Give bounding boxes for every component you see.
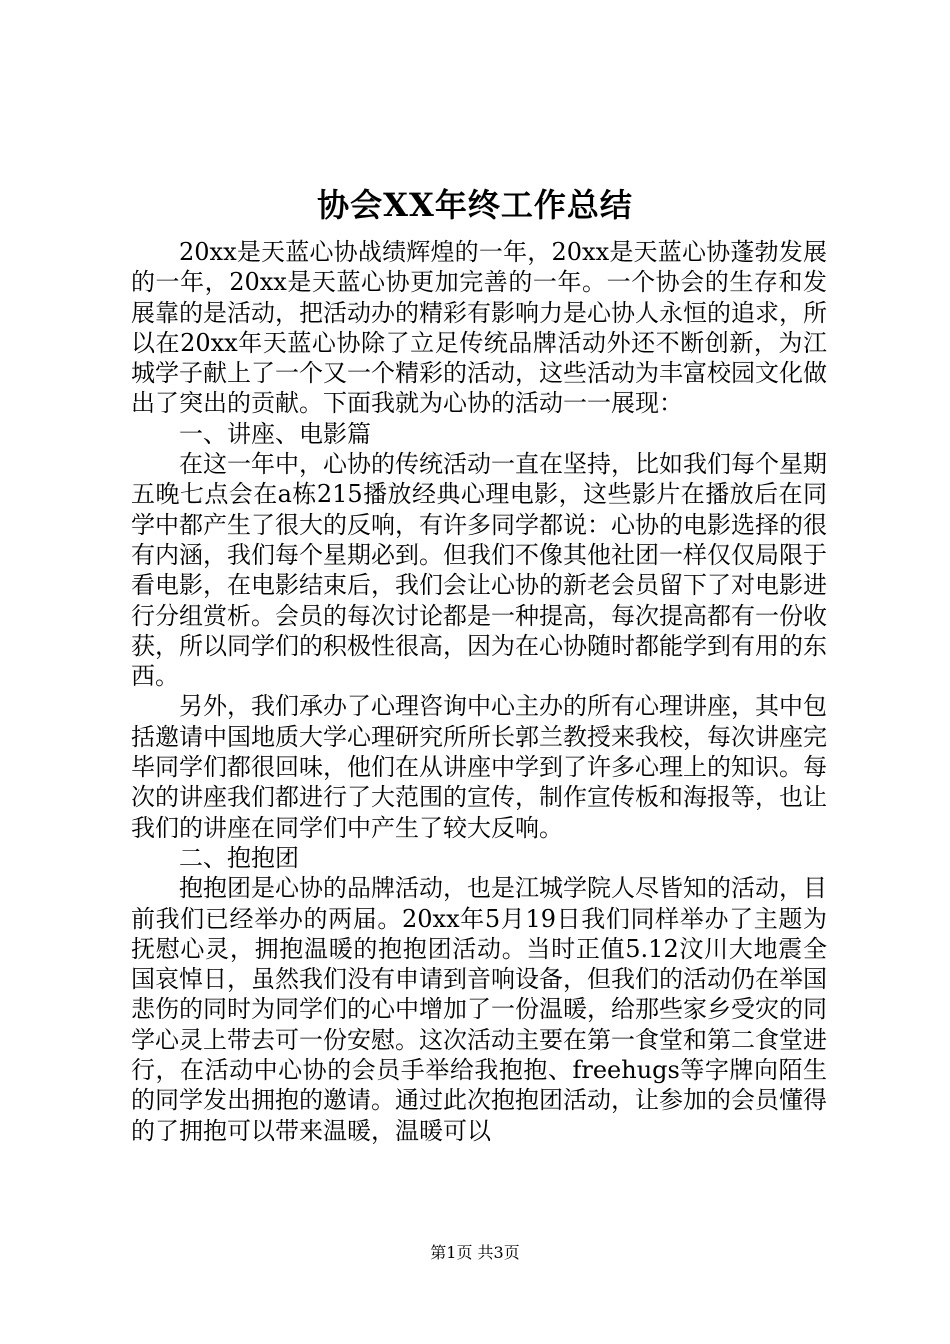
section-heading-lectures-movies: 一、讲座、电影篇 [179,419,371,448]
lectures-paragraph: 另外，我们承办了心理咨询中心主办的所有心理讲座，其中包括邀请中国地质大学心理研究所所长郭兰教授来我校，每次讲座完毕同学们都很回味，他们在从讲座中学到了许多心理上的知识。每次的讲座我们都进行了大范围的宣传，制作宣传板和海报等，也让我们的讲座在同学们中产生了较大反响。 [131,692,827,842]
page-footer: 第1页 共3页 [430,1243,520,1262]
section-heading-hug-group: 二、抱抱团 [179,843,299,872]
document-body [131,237,827,1146]
intro-paragraph: 20xx是天蓝心协战绩辉煌的一年，20xx是天蓝心协蓬勃发展的一年，20xx是天蓝心协更加完善的一年。一个协会的生存和发展靠的是活动，把活动办的精彩有影响力是心协人永恒的追求，所以在20xx年天蓝心协除了立足传统品牌活动外还不断创新，为江城学子献上了一个又一个精彩的活动，这些活动为丰富校园文化做出了突出的贡献。下面我就为心协的活动一一展现： [131,238,827,418]
hug-group-paragraph: 抱抱团是心协的品牌活动，也是江城学院人尽皆知的活动，目前我们已经举办的两届。20xx年5月19日我们同样举办了主题为抚慰心灵，拥抱温暖的抱抱团活动。当时正值5.12汶川大地震全国哀悼日，虽然我们没有申请到音响设备，但我们的活动仍在举国悲伤的同时为同学们的心中增加了一份温暖，给那些家乡受灾的同学心灵上带去可一份安慰。这次活动主要在第一食堂和第二食堂进行，在活动中心协的会员手举给我抱抱、freehugs等字牌向陌生的同学发出拥抱的邀请。通过此次抱抱团活动，让参加的会员懂得的了拥抱可以带来温暖，温暖可以 [131,874,827,1145]
document-title: 协会XX年终工作总结 [317,186,633,224]
movies-paragraph: 在这一年中，心协的传统活动一直在坚持，比如我们每个星期五晚七点会在a栋215播放经典心理电影，这些影片在播放后在同学中都产生了很大的反响，有许多同学都说：心协的电影选择的很有内涵，我们每个星期必到。但我们不像其他社团一样仅仅局限于看电影，在电影结束后，我们会让心协的新老会员留下了对电影进行分组赏析。会员的每次讨论都是一种提高，每次提高都有一份收获，所以同学们的积极性很高，因为在心协随时都能学到有用的东西。 [131,450,827,691]
